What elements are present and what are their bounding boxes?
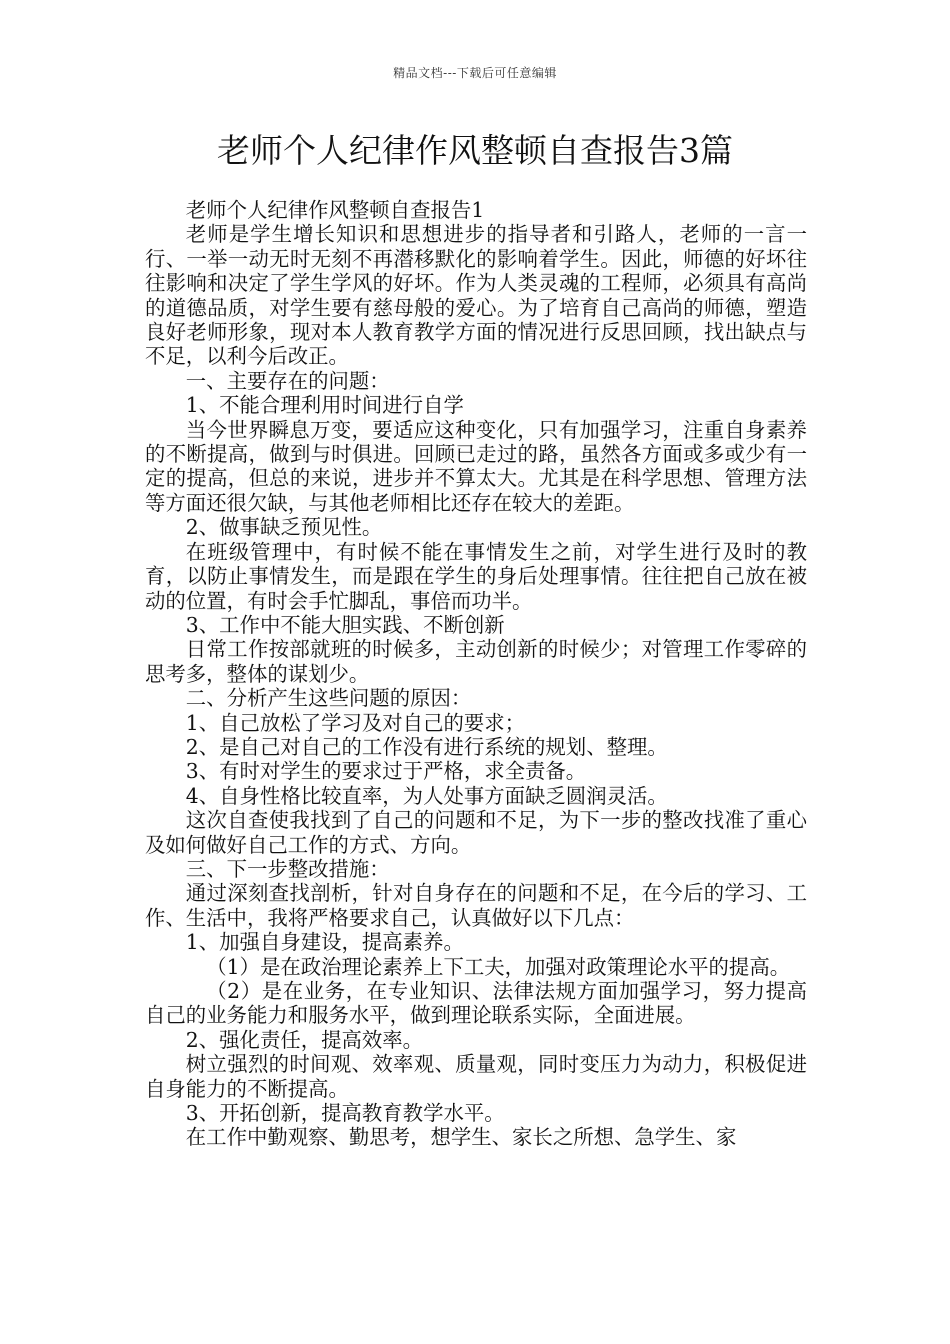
cause-item-1: 1、自己放松了学习及对自己的要求； [185, 710, 526, 735]
measure-item-1: 1、加强自身建设，提高素养。 [185, 930, 464, 955]
problem-item-3: 3、工作中不能大胆实践、不断创新 [185, 612, 505, 637]
paragraph-measure-2: 树立强烈的时间观、效率观、质量观，同时变压力为动力，积极促进自身能力的不断提高。 [145, 1052, 807, 1101]
paragraph-intro: 老师是学生增长知识和思想进步的指导者和引路人，老师的一言一行、一举一动无时无刻不再潜移默化的影响着学生。因此，师德的好坏往往影响和决定了学生学风的好坏。作为人类灵魂的工程师，必须具有高尚的道德品质，对学生要有慈母般的爱心。为了培育自己高尚的师德，塑造良好老师形象，现对本人教育教学方面的情况进行反思回顾，找出缺点与不足，以利今后改正。 [145, 222, 807, 369]
cause-item-3: 3、有时对学生的要求过于严格，求全责备。 [185, 759, 587, 784]
measure-item-3: 3、开拓创新，提高教育教学水平。 [185, 1101, 505, 1126]
problem-item-1: 1、不能合理利用时间进行自学 [185, 393, 464, 418]
paragraph-problem-1: 当今世界瞬息万变，要适应这种变化，只有加强学习，注重自身素养的不断提高，做到与时俱进。回顾已走过的路，虽然各方面或多或少有一定的提高，但总的来说，进步并不算太大。尤其是在科学思想、管理方法等方面还很欠缺，与其他老师相比还存在较大的差距。 [145, 417, 807, 515]
subtitle-report-1: 老师个人纪律作风整顿自查报告1 [185, 198, 485, 222]
section-heading-1: 一、主要存在的问题： [185, 368, 390, 393]
cause-item-4: 4、自身性格比较直率，为人处事方面缺乏圆润灵活。 [185, 783, 668, 808]
header-note: 精品文档---下载后可任意编辑 [393, 66, 557, 80]
section-heading-3: 三、下一步整改措施： [185, 856, 390, 881]
measure-subitem-1: （1）是在政治理论素养上下工夫，加强对政策理论水平的提高。 [206, 954, 791, 979]
document-title: 老师个人纪律作风整顿自查报告3篇 [217, 131, 733, 170]
paragraph-problem-2: 在班级管理中，有时候不能在事情发生之前，对学生进行及时的教育，以防止事情发生，而是跟在学生的身后处理事情。往往把自己放在被动的位置，有时会手忙脚乱，事倍而功半。 [145, 539, 807, 613]
paragraph-problem-3: 日常工作按部就班的时候多，主动创新的时候少；对管理工作零碎的思考多，整体的谋划少。 [145, 637, 807, 686]
cause-item-2: 2、是自己对自己的工作没有进行系统的规划、整理。 [185, 734, 668, 759]
section-heading-2: 二、分析产生这些问题的原因： [185, 686, 472, 711]
problem-item-2: 2、做事缺乏预见性。 [185, 515, 383, 540]
paragraph-measures-intro: 通过深刻查找剖析，针对自身存在的问题和不足，在今后的学习、工作、生活中，我将严格要求自己，认真做好以下几点： [145, 881, 807, 930]
paragraph-measure-3: 在工作中勤观察、勤思考，想学生、家长之所想、急学生、家 [185, 1125, 737, 1150]
measure-item-2: 2、强化责任，提高效率。 [185, 1027, 424, 1052]
document-body [145, 198, 807, 1150]
measure-subitem-2: （2）是在业务，在专业知识、法律法规方面加强学习，努力提高自己的业务能力和服务水平，做到理论联系实际，全面进展。 [145, 979, 807, 1028]
paragraph-summary: 这次自查使我找到了自己的问题和不足，为下一步的整改找准了重心及如何做好自己工作的方式、方向。 [145, 808, 807, 857]
